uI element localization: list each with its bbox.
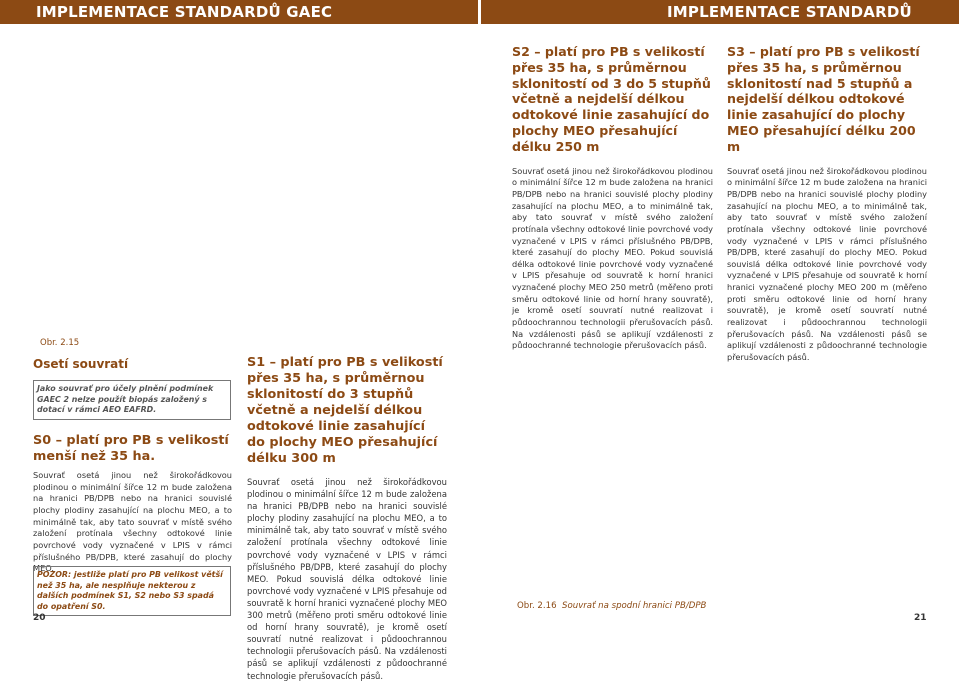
figure-title-2-15: Osetí souvratí — [33, 357, 129, 371]
s0-heading: S0 – platí pro PB s velikostí menší než 35 ha. — [33, 433, 229, 464]
left-page-banner: IMPLEMENTACE STANDARDŮ GAEC — [0, 0, 478, 24]
section-s3 — [727, 44, 927, 364]
s2-body: Souvrať osetá jinou než širokořádkovou plodinou o minimální šířce 12 m bude založena na hranici PB/DPB nebo na hranici souvislé plochy plodiny zasahující na plochu MEO, a to minimálně tak, aby tato souvrať v místě svého založení protínala všechny odtokové linie povrchové vody vyznačené v LPIS v rámci příslušného PB/DPB, které zasahují do plochy MEO. Pokud souvislá délka odtokové linie povrchové vody vyznačené v LPIS přesahuje od souvratě k horní hranici vyznačené plochy MEO 250 metrů (měřeno proti směru odtokové linie od horní hrany souvratě), je kromě osetí souvratí nutné realizovat i půdoochrannou technologii přerušovacích pásů. Na vzdálenosti pásů se aplikují vzdálenosti z půdoochranné technologie přerušovacích pásů. — [512, 165, 713, 351]
s1-body: Souvrať osetá jinou než širokořádkovou plodinou o minimální šířce 12 m bude založena na hranici PB/DPB nebo na hranici souvislé plochy plodiny zasahující na plochu MEO, a to minimálně tak, aby tato souvrať v místě svého založení protínala všechny odtokové linie povrchové vody vyznačené v LPIS v rámci příslušného PB/DPB, které zasahují do plochy MEO. Pokud souvislá délka odtokové linie povrchové vody vyznačené v LPIS přesahuje od souvratě k horní hranici vyznačené plochy MEO 300 metrů (měřeno proti směru odtokové linie od horní hrany souvratě), je kromě osetí souvratí nutné realizovat i půdoochrannou technologii přerušovacích pásů. Na vzdálenosti pásů se aplikují vzdálenosti z půdoochranné technologie přerušovacích pásů. — [247, 477, 447, 681]
section-s1 — [247, 355, 447, 682]
s2-heading: S2 – platí pro PB s velikostí přes 35 ha, s průměrnou sklonitostí od 3 do 5 stupňů včetně a nejdelší délkou odtokové linie zasahující do plochy MEO přesahující délku 250 m — [512, 44, 711, 154]
s3-body: Souvrať osetá jinou než širokořádkovou plodinou o minimální šířce 12 m bude založena na hranici PB/DPB nebo na hranici souvislé plochy plodiny zasahující na plochu MEO, a to minimálně tak, aby tato souvrať v místě svého založení protínala všechny odtokové linie povrchové vody vyznačené v LPIS v rámci příslušného PB/DPB, které zasahují do plochy MEO. Pokud souvislá délka odtokové linie povrchové vody vyznačené v LPIS přesahuje od souvratě k horní hranici vyznačené plochy MEO 200 m (měřeno proti směru odtokové linie od horní hrany souvratě), je kromě osetí souvratí nutné realizovat i půdoochrannou technologii přerušovacích pásů. Na vzdálenosti pásů se aplikují vzdálenosti z půdoochranné technologie přerušovacích pásů. — [727, 165, 927, 363]
section-s0 — [33, 433, 232, 575]
page-number-left: 20 — [33, 613, 46, 623]
note-warning: POZOR: jestliže platí pro PB velikost větší než 35 ha, ale nesplňuje nekterou z dalších podmínek S1, S2 nebo S3 spadá do opatření S0. — [33, 566, 231, 616]
note-biopas: Jako souvrať pro účely plnění podmínek GAEC 2 nelze použít biopás založený s dotací v rámci AEO EAFRD. — [33, 380, 231, 420]
figure-label-2-15: Obr. 2.15 — [40, 338, 80, 348]
page-number-right: 21 — [914, 613, 927, 623]
figure-caption-2-16: Obr. 2.16 Souvrať na spodní hranici PB/DPB — [517, 601, 707, 611]
s1-heading: S1 – platí pro PB s velikostí přes 35 ha, s průměrnou sklonitostí do 3 stupňů včetně a nejdelší délkou odtokové linie zasahující do plochy MEO přesahující délku 300 m — [247, 355, 443, 466]
section-s2 — [512, 44, 713, 352]
s3-heading: S3 – platí pro PB s velikostí přes 35 ha, s průměrnou sklonitostí nad 5 stupňů a nejdelší délkou odtokové linie zasahující do plochy MEO přesahující délku 200 m — [727, 44, 920, 154]
right-page-banner: IMPLEMENTACE STANDARDŮ GAEC — [481, 0, 959, 24]
s0-body: Souvrať osetá jinou než širokořádkovou plodinou o minimální šířce 12 m bude založena na hranici PB/DPB nebo na hranici souvislé plochy plodiny zasahující na plochu MEO, a to minimálně tak, aby tato souvrať v místě svého založení protínala všechny odtokové linie povrchové vody vyznačené v LPIS v rámci příslušného PB/DPB, které zasahují do plochy MEO. — [33, 470, 232, 574]
